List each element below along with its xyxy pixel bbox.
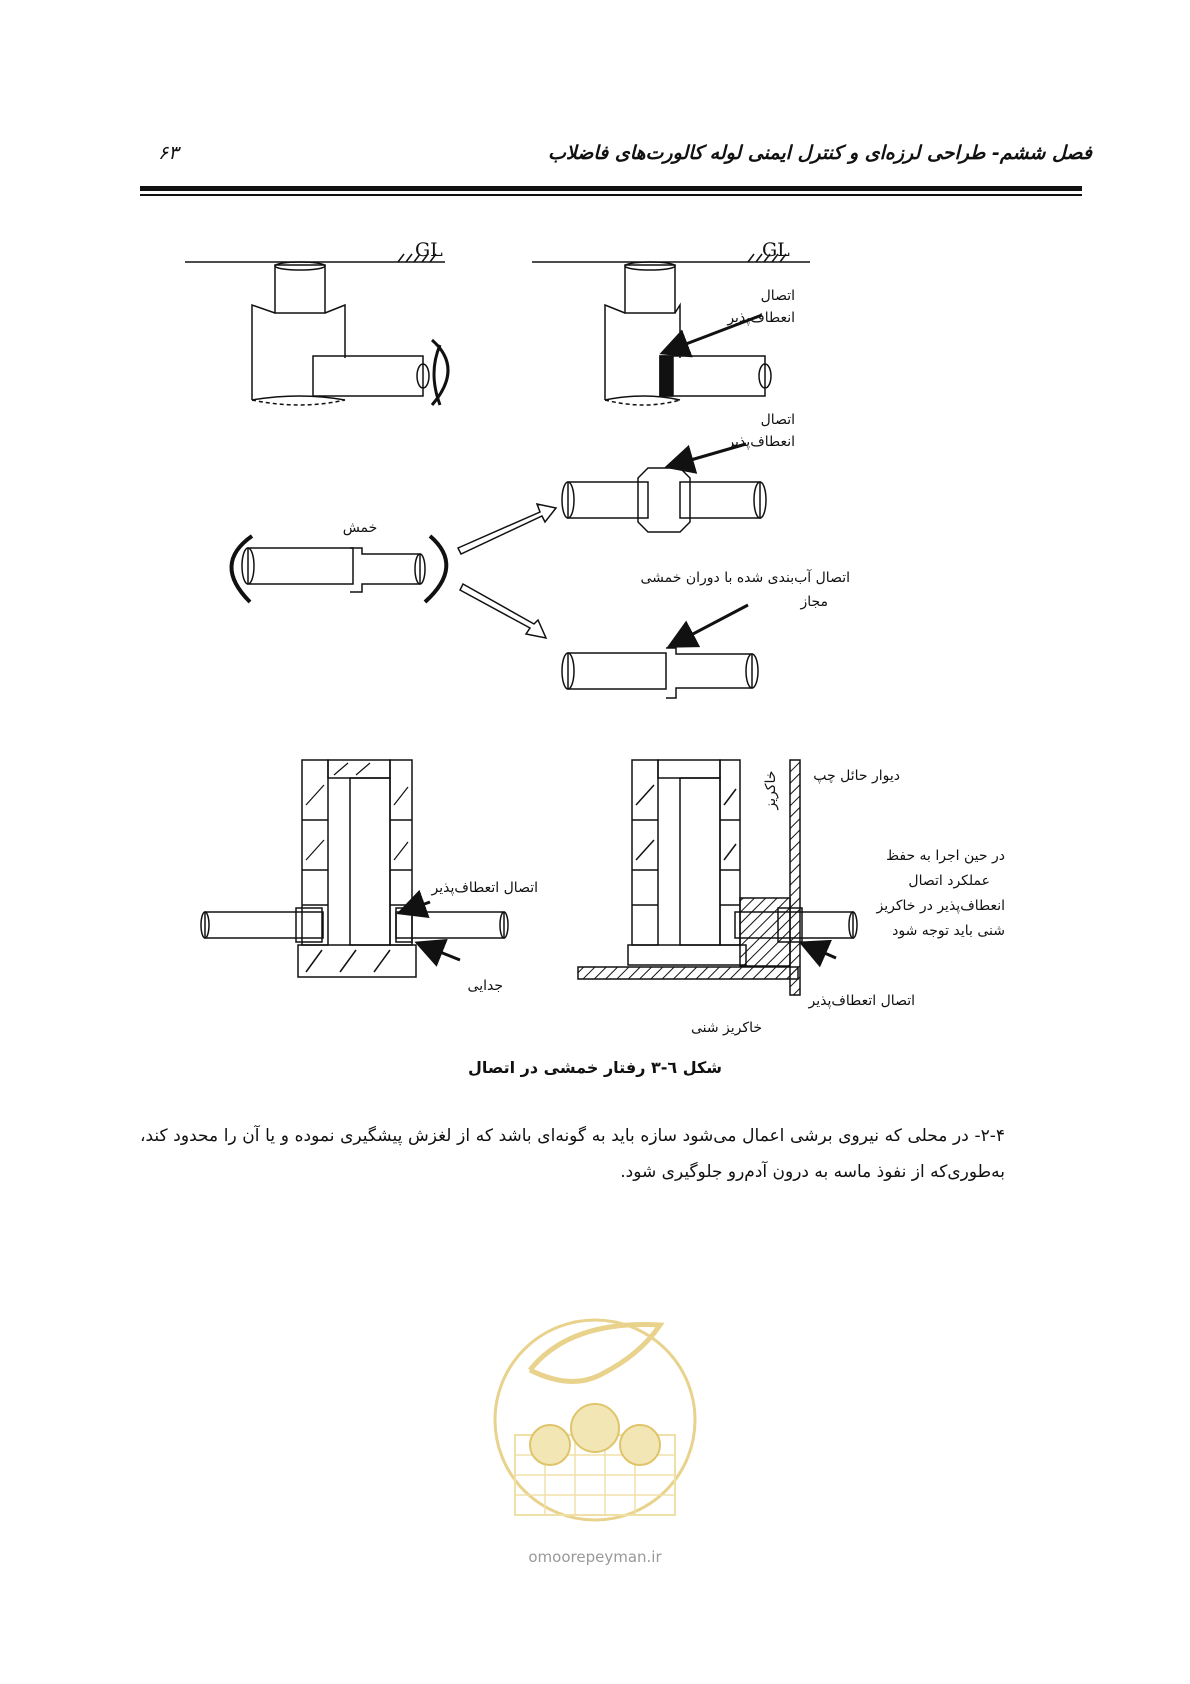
manhole-section-left bbox=[201, 760, 508, 977]
watermark-logo-icon bbox=[490, 1270, 700, 1560]
label-flexible-joint-bottom-right: اتصال اتعطاف‌پذیر bbox=[808, 993, 915, 1009]
manhole-right-top bbox=[532, 254, 810, 405]
label-flexible-joint-2a: اتصال bbox=[760, 412, 795, 428]
gl-label-left: GL bbox=[415, 239, 443, 261]
gl-label-right: GL bbox=[762, 239, 790, 261]
running-header-title: فصل ششم- طراحی لرزه‌ای و کنترل ایمنی لوله کالورت‌های فاضلاب bbox=[548, 142, 1092, 164]
note-line-3: انعطاف‌پذیر در خاکریز bbox=[876, 898, 1005, 914]
manhole-left-top bbox=[185, 254, 448, 405]
note-line-2: عملکرد اتصال bbox=[908, 873, 990, 889]
label-gravel-backfill-vertical: خاکریز bbox=[763, 770, 779, 810]
figure-caption: شکل ٦-۳ رفتار خمشی در اتصال bbox=[467, 1058, 723, 1077]
label-left-retaining-wall: دیوار حائل چپ bbox=[813, 768, 900, 784]
label-separation: جدایی bbox=[467, 978, 503, 994]
note-line-1: در حین اجرا به حفظ bbox=[886, 848, 1005, 864]
flexible-coupling-diagram bbox=[562, 444, 766, 532]
body-paragraph: ۲-۴- در محلی که نیروی برشی اعمال می‌شود سازه باید به گونه‌ای باشد که از لغزش پیشگیری نموده و یا آن را محدود کند، به‌طوری‌که از نفوذ ماسه به درون آدم‌رو جلوگیری شود. bbox=[140, 1126, 1005, 1182]
label-gravel-backfill: خاکریز شنی bbox=[690, 1020, 762, 1036]
watermark-url: omoorepeyman.ir bbox=[528, 1548, 662, 1566]
label-flexible-joint-bottom-left: اتصال اتعطاف‌پذیر bbox=[431, 880, 538, 896]
bending-pipe-diagram bbox=[231, 504, 556, 638]
label-flexible-joint-1a: اتصال bbox=[760, 288, 795, 304]
label-flexible-joint-2b: انعطاف‌پذیر bbox=[727, 434, 795, 450]
manhole-section-right bbox=[578, 760, 857, 995]
label-sealed-joint-b: مجاز bbox=[800, 594, 828, 610]
label-bending: خمش bbox=[342, 520, 378, 536]
sealed-joint-diagram bbox=[562, 605, 758, 698]
page-number: ۶۳ bbox=[158, 142, 179, 164]
label-flexible-joint-1b: انعطاف‌پذیر bbox=[727, 310, 795, 326]
label-sealed-joint-a: اتصال آب‌بندی شده با دوران خمشی bbox=[640, 570, 850, 586]
note-line-4: شنی باید توجه شود bbox=[892, 923, 1005, 939]
